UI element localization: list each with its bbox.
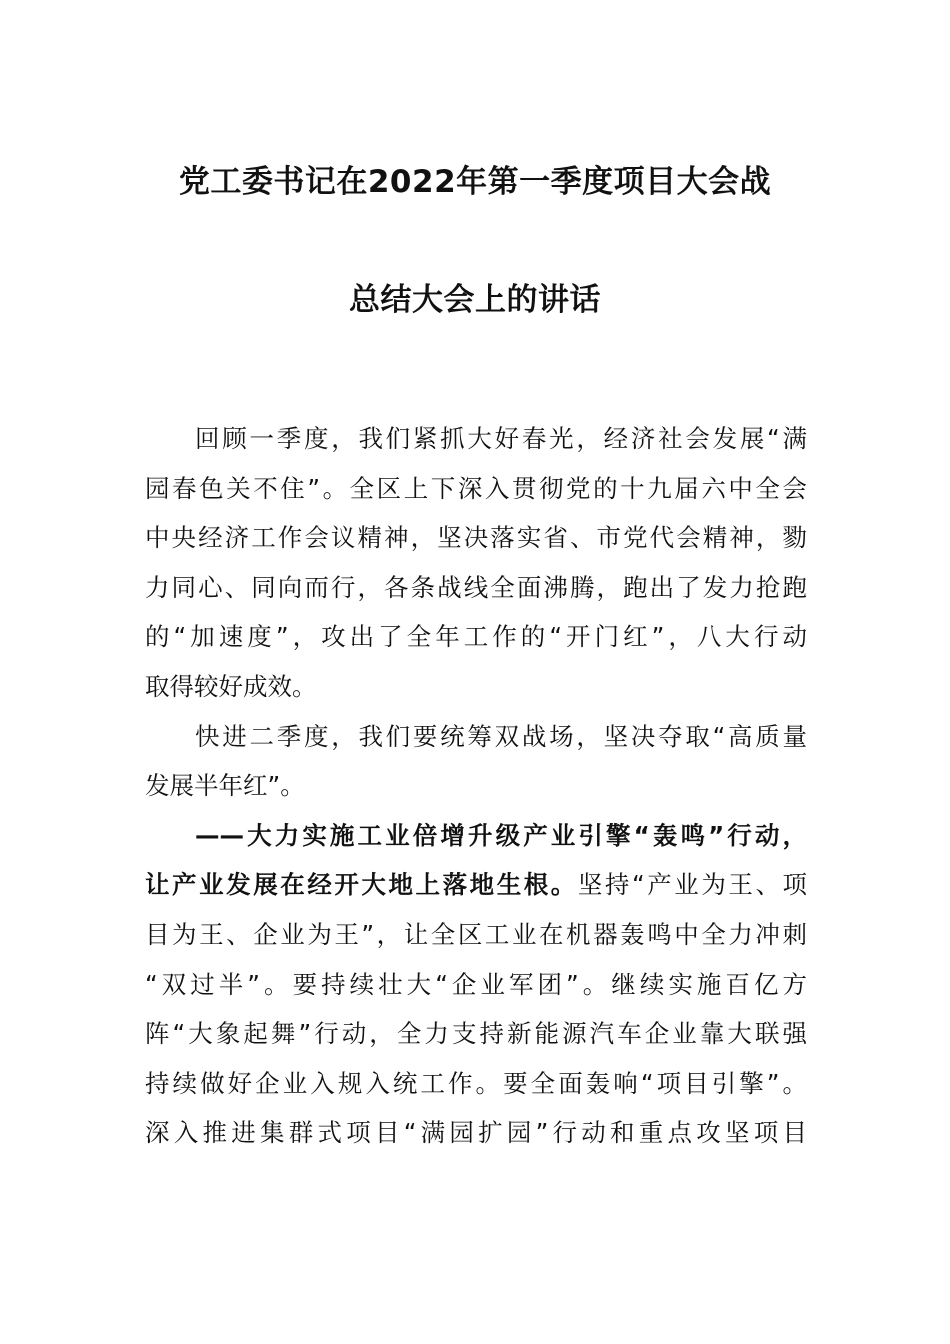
paragraph-industry-action	[145, 811, 807, 1158]
paragraph-review-q1	[145, 414, 807, 712]
text-line: 中央经济工作会议精神，坚决落实省、市党代会精神，勠	[145, 523, 807, 553]
text-line: 力同心、同向而行，各条战线全面沸腾，跑出了发力抢跑	[145, 572, 807, 602]
text-line: 园春色关不住”。全区上下深入贯彻党的十九届六中全会	[145, 473, 807, 503]
section-heading-tail: 让产业发展在经开大地上落地生根。	[145, 870, 578, 900]
text-segment: 坚持“产业为王、项	[577, 870, 807, 900]
paragraph-q2-outlook	[145, 712, 807, 811]
text-line: 阵“大象起舞”行动，全力支持新能源汽车企业靠大联强	[145, 1019, 807, 1049]
text-line-mixed	[145, 860, 807, 910]
text-line: 回顾一季度，我们紧抓大好春光，经济社会发展“满	[195, 424, 807, 453]
document-title-line-1: 党工委书记在2022年第一季度项目大会战	[178, 164, 772, 200]
text-line: 的“加速度”，攻出了全年工作的“开门红”，八大行动	[145, 622, 807, 652]
text-line: 目为王、企业为王”，让全区工业在机器轰鸣中全力冲刺	[145, 919, 807, 949]
document-title-line-2: 总结大会上的讲话	[349, 282, 601, 318]
text-line: “双过半”。要持续壮大“企业军团”。继续实施百亿方	[145, 969, 807, 999]
text-line: 取得较好成效。	[145, 671, 317, 701]
document-body	[145, 414, 807, 1158]
text-line: 发展半年红”。	[145, 771, 305, 801]
text-line: 快进二季度，我们要统筹双战场，坚决夺取“高质量	[195, 721, 807, 751]
section-heading-line: ——大力实施工业倍增升级产业引擎“轰鸣”行动，	[195, 820, 807, 850]
text-line: 持续做好企业入规入统工作。要全面轰响“项目引擎”。	[145, 1068, 807, 1098]
text-line: 深入推进集群式项目“满园扩园”行动和重点攻坚项目	[145, 1118, 807, 1148]
